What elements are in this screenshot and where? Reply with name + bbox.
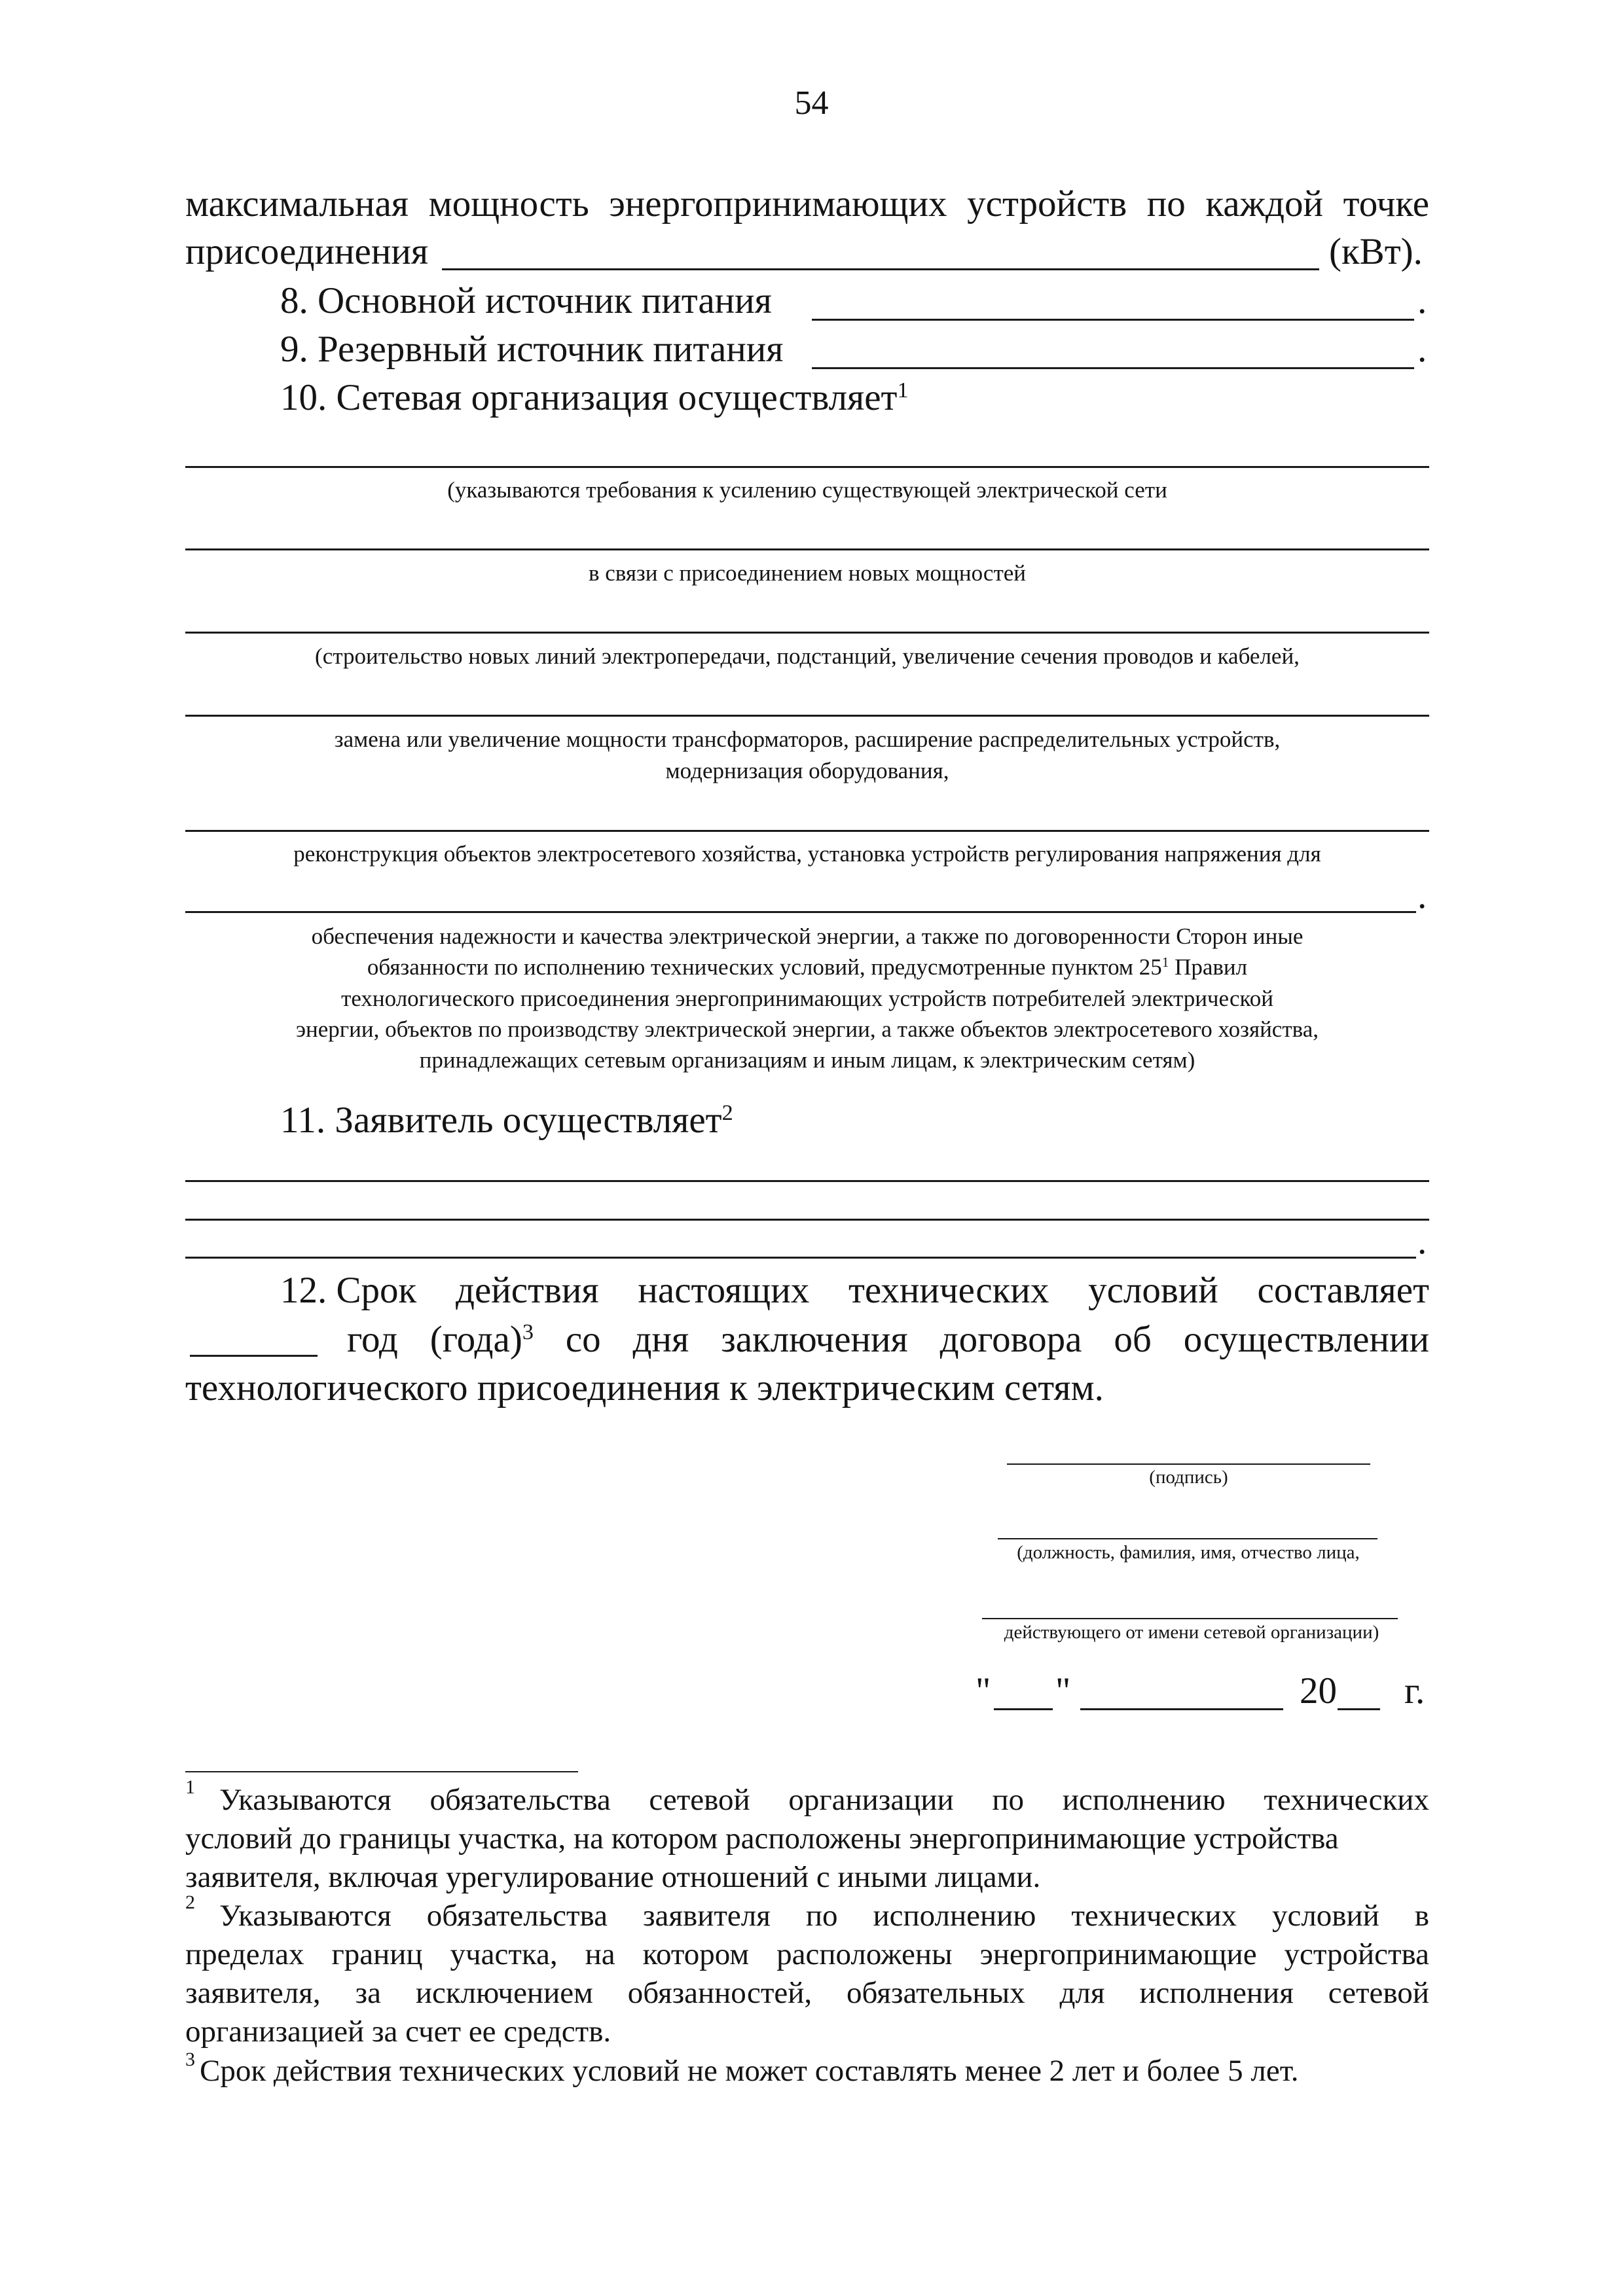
caption-6: реконструкция объектов электросетевого хозяйства, установка устройств регулирования напряжения для xyxy=(293,841,1321,867)
intro-line-1: максимальная мощность энергопринимающих устройств по каждой точке xyxy=(185,183,1429,224)
intro-unit: (кВт). xyxy=(1329,231,1423,272)
item-12-word: (года) xyxy=(429,1319,522,1360)
footnote-ref-3: 3 xyxy=(522,1320,534,1345)
footnote-2-line-1 xyxy=(219,1901,1429,1931)
item-8-label: 8. Основной источник питания xyxy=(280,280,772,321)
footnote-word: заявителя xyxy=(642,1899,771,1933)
caption-9: технологического присоединения энергопринимающих устройств потребителей электрической xyxy=(341,986,1273,1011)
footnote-2-line-2 xyxy=(185,1939,1429,1970)
item-11-period: . xyxy=(1417,1221,1427,1262)
footnote-word: участка, xyxy=(450,1937,558,1971)
item-11-label xyxy=(280,1102,733,1139)
date-year-prefix: 20 xyxy=(1300,1670,1337,1712)
date-year-blank xyxy=(1338,1708,1380,1710)
footnote-word: по xyxy=(992,1783,1025,1817)
caption-3: (строительство новых линий электропередачи, подстанций, увеличение сечения проводов и кабелей, xyxy=(315,643,1300,669)
footnote-word: за xyxy=(355,1976,381,2010)
item-10-blank-4 xyxy=(185,715,1429,717)
date-day-blank xyxy=(994,1708,1053,1710)
item-10-text: 10. Сетевая организация осуществляет xyxy=(280,377,898,418)
footnote-1-line-1 xyxy=(219,1785,1429,1816)
item-12-line-1 xyxy=(280,1272,1429,1309)
footnote-word: котором xyxy=(642,1937,750,1971)
footnote-word: Указываются xyxy=(219,1783,392,1817)
footnote-word: технических xyxy=(1264,1783,1429,1817)
item-12-word: действия xyxy=(455,1270,599,1311)
item-10-blank-5 xyxy=(185,830,1429,832)
item-12-word: об xyxy=(1114,1319,1152,1360)
footnote-word: устройства xyxy=(1284,1937,1429,1971)
footnote-1-line-3: заявителя, включая урегулирование отношений с иными лицами. xyxy=(185,1860,1041,1894)
caption-8 xyxy=(185,956,1429,978)
footnote-1-line-2: условий до границы участка, на котором расположены энергопринимающие устройства xyxy=(185,1821,1339,1856)
footnote-word: технических xyxy=(1071,1899,1237,1933)
footnote-word: по xyxy=(805,1899,838,1933)
item-9-blank xyxy=(812,367,1414,369)
footnote-word: в xyxy=(1414,1899,1429,1933)
footnote-ref-1: 1 xyxy=(897,378,909,403)
footnote-2-line-4: организацией за счет ее средств. xyxy=(185,2015,611,2049)
caption-10: энергии, объектов по производству электрической энергии, а также объектов электросетевого хозяйства, xyxy=(296,1016,1319,1042)
footnote-2-line-3 xyxy=(185,1978,1429,2009)
item-12-word: договора xyxy=(939,1319,1082,1360)
date-suffix: г. xyxy=(1404,1670,1425,1712)
signature-line xyxy=(1007,1463,1370,1465)
item-10-blank-1 xyxy=(185,466,1429,468)
footnote-word: организации xyxy=(788,1783,954,1817)
footnote-word: исполнения xyxy=(1139,1976,1294,2010)
item-11-blank-1 xyxy=(185,1180,1429,1182)
footnote-word: заявителя, xyxy=(185,1976,321,2010)
footnote-word: энергопринимающие xyxy=(979,1937,1257,1971)
item-12-word: условий xyxy=(1088,1270,1218,1311)
caption-7: обеспечения надежности и качества электрической энергии, а также по договоренности Сторон иные xyxy=(311,924,1304,949)
item-12-word: заключения xyxy=(721,1319,908,1360)
footnote-1-mark: 1 xyxy=(185,1776,195,1798)
footnote-word: обязательства xyxy=(429,1783,611,1817)
footnote-word: исполнению xyxy=(873,1899,1036,1933)
caption-11: принадлежащих сетевым организациям и иным лицам, к электрическим сетям) xyxy=(419,1047,1195,1073)
power-blank xyxy=(442,268,1319,270)
footnote-word: сетевой xyxy=(649,1783,750,1817)
footnote-word: сетевой xyxy=(1328,1976,1429,2010)
item-10-blank-6 xyxy=(185,911,1416,913)
date-quote-close: " xyxy=(1055,1670,1071,1712)
caption-1: (указываются требования к усилению существующей электрической сети xyxy=(447,477,1167,503)
footnote-separator xyxy=(185,1771,578,1772)
item-12-word-sup xyxy=(430,1321,534,1358)
footnote-word: обязательства xyxy=(426,1899,608,1933)
caption-2: в связи с присоединением новых мощностей xyxy=(588,560,1027,586)
item-12-word: год xyxy=(347,1319,398,1360)
caption-5: модернизация оборудования, xyxy=(665,758,949,783)
footnote-word: расположены xyxy=(776,1937,953,1971)
item-12-years-blank xyxy=(190,1355,318,1357)
item-11-blank-2 xyxy=(185,1219,1429,1221)
footnote-ref-2: 2 xyxy=(721,1101,733,1126)
item-12-word: настоящих xyxy=(638,1270,810,1311)
date-month-blank xyxy=(1080,1708,1283,1710)
caption-8-tail: Правил xyxy=(1169,954,1248,980)
representative-caption: действующего от имени сетевой организации) xyxy=(1004,1622,1379,1643)
footnote-word: для xyxy=(1059,1976,1105,2010)
page-number: 54 xyxy=(794,84,829,122)
item-9-period: . xyxy=(1417,329,1427,370)
item-10-period: . xyxy=(1417,875,1427,916)
intro-line-2-label: присоединения xyxy=(185,231,429,272)
footnote-word: границ xyxy=(331,1937,423,1971)
item-10-label xyxy=(280,379,909,416)
caption-8-text: обязанности по исполнению технических условий, предусмотренные пунктом 25 xyxy=(367,954,1162,980)
item-12-word: составляет xyxy=(1257,1270,1429,1311)
item-9-label: 9. Резервный источник питания xyxy=(280,329,784,370)
footnote-word: обязательных xyxy=(847,1976,1025,2010)
footnote-word: исполнению xyxy=(1062,1783,1226,1817)
footnote-word: условий xyxy=(1271,1899,1379,1933)
footnote-word: на xyxy=(585,1937,615,1971)
representative-line xyxy=(982,1618,1398,1619)
caption-8-sup: 1 xyxy=(1161,954,1169,971)
item-11-blank-3 xyxy=(185,1257,1416,1259)
item-12-word: технических xyxy=(848,1270,1049,1311)
position-name-line xyxy=(998,1538,1377,1539)
item-12-line-2 xyxy=(347,1321,1429,1358)
footnote-word: исключением xyxy=(415,1976,593,2010)
item-8-period: . xyxy=(1417,280,1427,321)
item-10-blank-3 xyxy=(185,632,1429,634)
footnote-word: пределах xyxy=(185,1937,304,1971)
item-12-line-3: технологического присоединения к электрическим сетям. xyxy=(185,1367,1104,1408)
footnote-3-text: Срок действия технических условий не может составлять менее 2 лет и более 5 лет. xyxy=(200,2054,1299,2088)
item-12-word: 12. Срок xyxy=(280,1270,417,1311)
footnote-word: обязанностей, xyxy=(627,1976,812,2010)
footnote-3-mark: 3 xyxy=(185,2049,195,2070)
date-quote-open: " xyxy=(976,1670,991,1712)
item-10-blank-2 xyxy=(185,548,1429,550)
item-12-word: со xyxy=(565,1319,601,1360)
footnote-word: Указываются xyxy=(219,1899,392,1933)
item-12-word: осуществлении xyxy=(1183,1319,1429,1360)
caption-4: замена или увеличение мощности трансформаторов, расширение распределительных устройств, xyxy=(334,726,1281,752)
item-8-blank xyxy=(812,319,1414,321)
item-11-text: 11. Заявитель осуществляет xyxy=(280,1100,722,1141)
signature-caption: (подпись) xyxy=(1149,1467,1228,1488)
item-12-word: дня xyxy=(632,1319,689,1360)
position-name-caption: (должность, фамилия, имя, отчество лица, xyxy=(1017,1542,1360,1563)
footnote-2-mark: 2 xyxy=(185,1892,195,1913)
